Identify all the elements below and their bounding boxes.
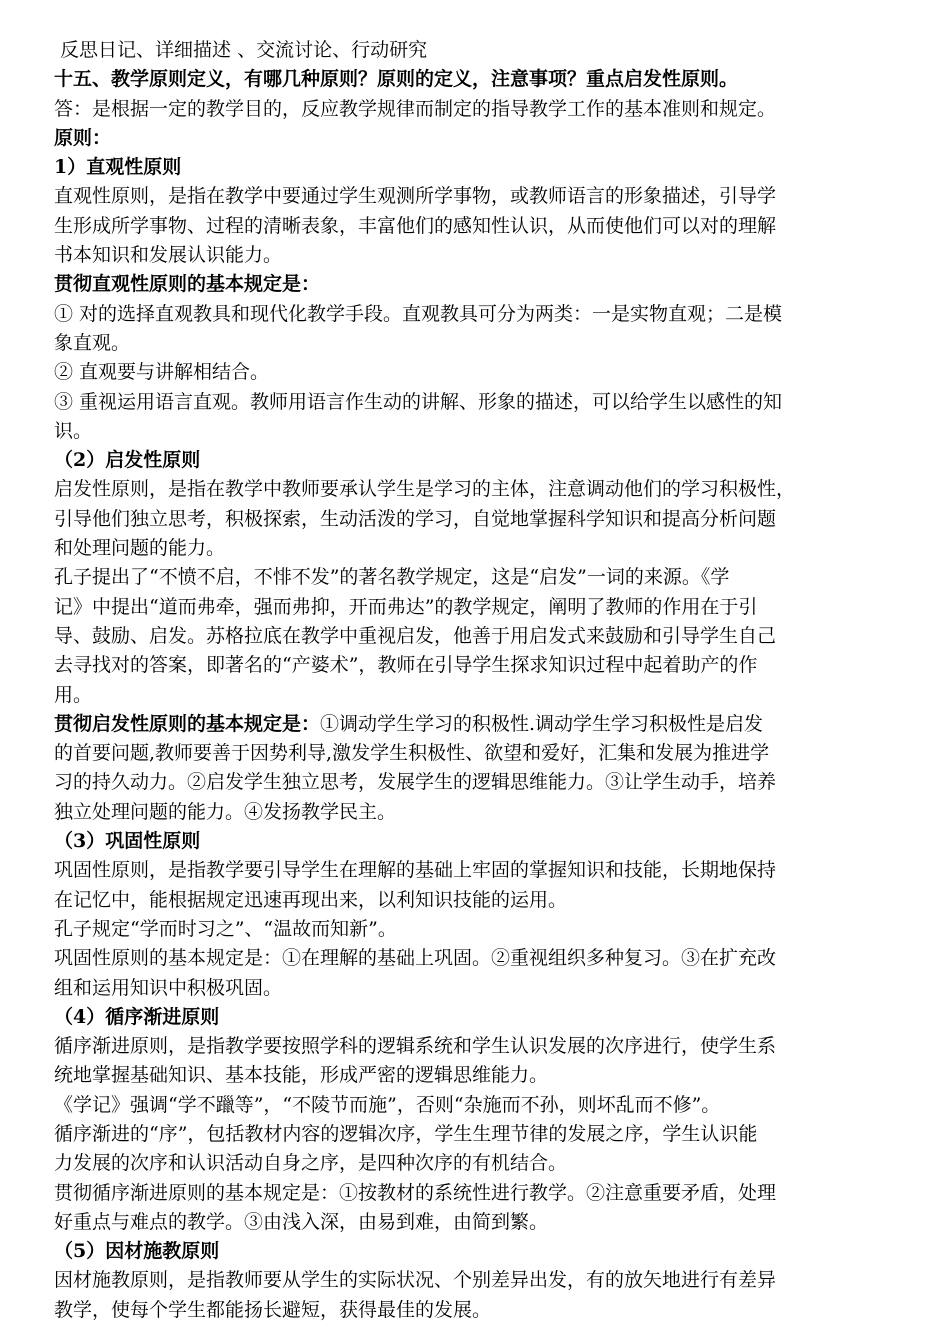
- body-text-line: 习的持久动力。②启发学生独立思考，发展学生的逻辑思维能力。③让学生动手，培养: [54, 771, 777, 794]
- section-heading: 原则：: [54, 126, 112, 149]
- body-text-line: 《学记》强调“学不躐等”，“不陵节而施”，否则“杂施而不孙，则坏乱而不修”。: [54, 1093, 721, 1116]
- body-text-line: ③ 重视运用语言直观。教师用语言作生动的讲解、形象的描述，可以给学生以感性的知: [54, 390, 783, 413]
- body-text-line: 反思日记、详细描述 、交流讨论、行动研究: [54, 39, 428, 61]
- body-text-line: 记》中提出“道而弗牵，强而弗抑，开而弗达”的教学规定，阐明了教师的作用在于引: [54, 595, 758, 618]
- body-text-line: 循序渐进原则，是指教学要按照学科的逻辑系统和学生认识发展的次序进行，使学生系: [54, 1035, 777, 1058]
- body-text-line: [54, 710, 920, 739]
- body-text-line: 孔子规定“学而时习之”、“温故而知新”。: [54, 917, 397, 940]
- section-heading: （5）因材施教原则: [54, 1240, 220, 1263]
- body-text-line: 巩固性原则的基本规定是：①在理解的基础上巩固。②重视组织多种复习。③在扩充改: [54, 947, 777, 970]
- body-text-line: 导、鼓励、启发。苏格拉底在教学中重视启发，他善于用启发式来鼓励和引导学生自己: [54, 624, 777, 647]
- body-text-line: 识。: [54, 419, 93, 442]
- body-text-line: 象直观。: [54, 331, 131, 354]
- body-text-line: 引导他们独立思考，积极探索，生动活泼的学习，自觉地掌握科学知识和提高分析问题: [54, 507, 777, 530]
- body-text-line: 贯彻循序渐进原则的基本规定是：①按教材的系统性进行教学。②注意重要矛盾，处理: [54, 1181, 777, 1204]
- body-text-line: ① 对的选择直观教具和现代化教学手段。直观教具可分为两类：一是实物直观；二是模: [54, 302, 783, 325]
- body-text-line: 统地掌握基础知识、基本技能，形成严密的逻辑思维能力。: [54, 1064, 549, 1087]
- body-text-line: 孔子提出了“不愤不启，不悱不发”的著名教学规定，这是“启发”一词的来源。《学: [54, 566, 730, 589]
- body-text-line: 力发展的次序和认识活动自身之序，是四种次序的有机结合。: [54, 1152, 568, 1175]
- body-text-line: 好重点与难点的教学。③由浅入深，由易到难，由简到繁。: [54, 1210, 549, 1233]
- inline-heading: 贯彻启发性原则的基本规定是：: [54, 712, 321, 735]
- body-text-line: 生形成所学事物、过程的清晰表象，丰富他们的感知性认识，从而使他们可以对的理解: [54, 214, 777, 237]
- body-text-line: 去寻找对的答案，即著名的“产婆术”，教师在引导学生探求知识过程中起着助产的作: [54, 654, 758, 677]
- body-text-line: 巩固性原则，是指教学要引导学生在理解的基础上牢固的掌握知识和技能，长期地保持: [54, 859, 777, 882]
- section-heading: （2）启发性原则: [54, 449, 201, 472]
- body-text-line: 的首要问题,教师要善于因势利导,激发学生积极性、欲望和爱好，汇集和发展为推进学: [54, 742, 770, 765]
- section-heading: 贯彻直观性原则的基本规定是：: [54, 273, 321, 296]
- body-text: ①调动学生学习的积极性.调动学生学习积极性是启发: [320, 712, 764, 735]
- section-heading: （3）巩固性原则: [54, 830, 201, 853]
- body-text-line: 答：是根据一定的教学目的，反应教学规律而制定的指导教学工作的基本准则和规定。: [54, 97, 777, 120]
- body-text-line: 用。: [54, 683, 93, 706]
- body-text-line: 直观性原则，是指在教学中要通过学生观测所学事物，或教师语言的形象描述，引导学: [54, 185, 777, 208]
- body-text-line: 独立处理问题的能力。④发扬教学民主。: [54, 800, 397, 823]
- body-text-line: 组和运用知识中积极巩固。: [54, 976, 283, 999]
- body-text-line: 循序渐进的“序”，包括教材内容的逻辑次序，学生生理节律的发展之序，学生认识能: [54, 1122, 758, 1145]
- body-text-line: 教学，使每个学生都能扬长避短，获得最佳的发展。: [54, 1298, 492, 1321]
- body-text-line: 启发性原则，是指在教学中教师要承认学生是学习的主体，注意调动他们的学习积极性，: [54, 478, 796, 501]
- section-heading: （4）循序渐进原则: [54, 1005, 220, 1028]
- body-text-line: 书本知识和发展认识能力。: [54, 244, 283, 267]
- body-text-line: 和处理问题的能力。: [54, 537, 226, 560]
- body-text-line: 因材施教原则，是指教师要从学生的实际状况、个别差异出发，有的放矢地进行有差异: [54, 1269, 777, 1292]
- body-text-line: ② 直观要与讲解相结合。: [54, 361, 270, 384]
- section-heading: 十五、教学原则定义，有哪几种原则？原则的定义，注意事项？重点启发性原则。: [54, 68, 739, 91]
- body-text-line: 在记忆中，能根据规定迅速再现出来，以利知识技能的运用。: [54, 888, 568, 911]
- section-heading: 1）直观性原则: [54, 156, 182, 179]
